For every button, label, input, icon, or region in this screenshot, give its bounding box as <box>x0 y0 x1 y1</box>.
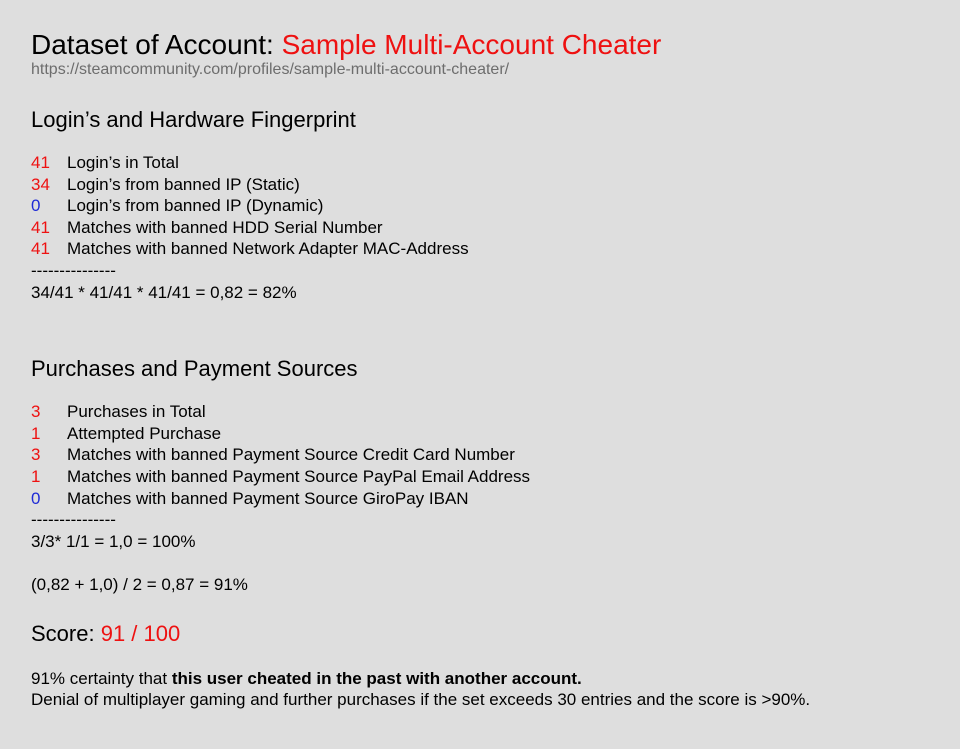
conclusion <box>31 668 931 711</box>
hdd-serial-value: 41 <box>31 217 50 237</box>
certainty-prefix: 91% certainty that <box>31 668 172 688</box>
login-list <box>31 152 931 303</box>
banned-dynamic-ip-label: Login’s from banned IP (Dynamic) <box>67 196 324 216</box>
login-formula: 34/41 * 41/41 * 41/41 = 0,82 = 82% <box>31 282 297 302</box>
list-item <box>31 488 931 510</box>
list-item <box>31 152 931 174</box>
combined-formula: (0,82 + 1,0) / 2 = 0,87 = 91% <box>31 574 248 594</box>
banned-static-ip-value: 34 <box>31 174 50 194</box>
purchase-list <box>31 401 931 595</box>
profile-url: https://steamcommunity.com/profiles/sample-multi-account-cheater/ <box>31 61 510 78</box>
paypal-label: Matches with banned Payment Source PayPal Email Address <box>67 466 531 486</box>
purchase-separator: --------------- <box>31 510 116 530</box>
banned-static-ip-label: Login’s from banned IP (Static) <box>67 174 300 194</box>
title-prefix: Dataset of Account: <box>31 29 282 60</box>
attempted-purchase-label: Attempted Purchase <box>67 423 222 443</box>
list-item <box>31 195 931 217</box>
purchase-section-title: Purchases and Payment Sources <box>31 356 358 382</box>
giropay-label: Matches with banned Payment Source GiroPay IBAN <box>67 488 469 508</box>
certainty-highlight: this user cheated in the past with another account. <box>171 668 582 688</box>
list-item <box>31 444 931 466</box>
list-item <box>31 466 931 488</box>
login-separator: --------------- <box>31 260 116 280</box>
giropay-value: 0 <box>31 488 41 508</box>
attempted-purchase-value: 1 <box>31 423 41 443</box>
list-item <box>31 423 931 445</box>
score-value: 91 / 100 <box>100 620 181 646</box>
score <box>31 621 931 647</box>
login-count-value: 41 <box>31 153 50 172</box>
credit-card-value: 3 <box>31 445 41 465</box>
account-name: Sample Multi-Account Cheater <box>281 29 662 60</box>
dataset-report <box>31 28 931 711</box>
denial-statement: Denial of multiplayer gaming and further purchases if the set exceeds 30 entries and the score is >90%. <box>31 690 811 710</box>
purchases-total-value: 3 <box>31 402 41 422</box>
banned-dynamic-ip-value: 0 <box>31 196 41 216</box>
login-count-label: Login’s in Total <box>67 153 179 172</box>
certainty-statement <box>31 668 931 690</box>
hdd-serial-label: Matches with banned HDD Serial Number <box>67 217 383 237</box>
paypal-value: 1 <box>31 466 41 486</box>
list-item <box>31 401 931 423</box>
list-item <box>31 217 931 239</box>
formula-spacer <box>31 552 931 574</box>
list-item <box>31 174 931 196</box>
mac-address-value: 41 <box>31 239 50 259</box>
list-item <box>31 238 931 260</box>
purchases-total-label: Purchases in Total <box>67 402 206 422</box>
mac-address-label: Matches with banned Network Adapter MAC-Address <box>67 239 469 259</box>
credit-card-label: Matches with banned Payment Source Credit Card Number <box>67 445 515 465</box>
login-section-title: Login’s and Hardware Fingerprint <box>31 107 356 132</box>
page-title <box>31 28 931 62</box>
purchase-formula: 3/3* 1/1 = 1,0 = 100% <box>31 531 196 551</box>
score-label: Score: <box>31 620 101 646</box>
